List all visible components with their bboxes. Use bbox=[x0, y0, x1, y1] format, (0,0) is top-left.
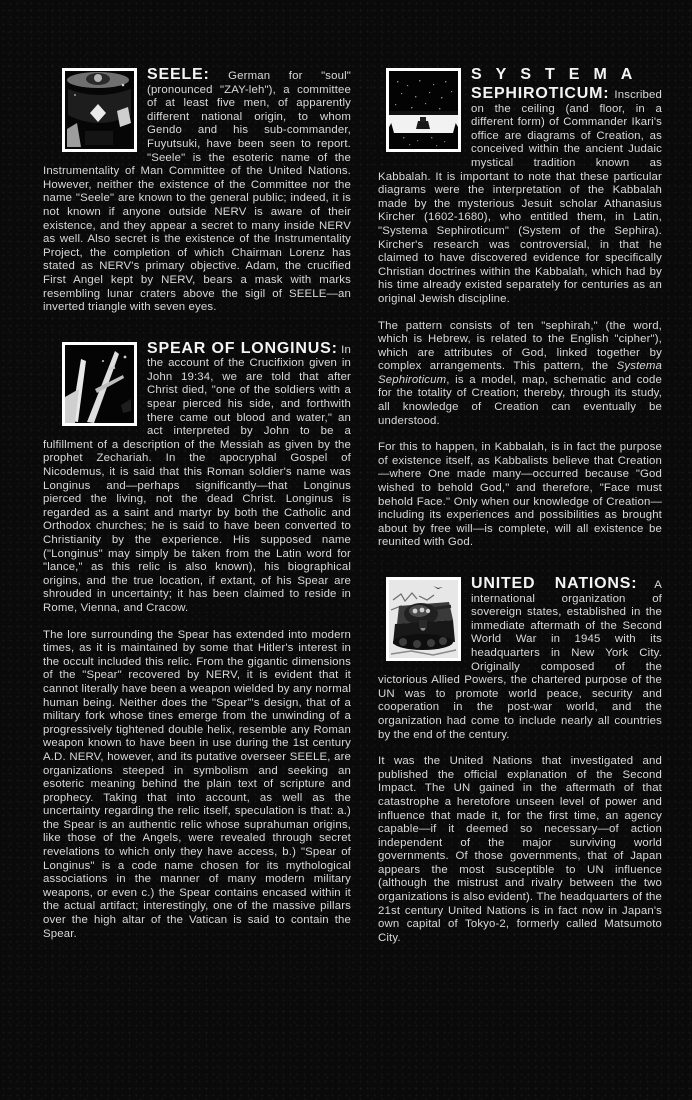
entry-first-paragraph bbox=[378, 66, 662, 307]
spear-of-longinus-photo bbox=[62, 342, 137, 426]
entry-spear-of-longinus bbox=[43, 340, 351, 942]
entry-heading: UNITED NATIONS: bbox=[471, 575, 638, 592]
entry-text: Inscribed on the ceiling (and floor, in a different form) of Commander Ikari's office are diagrams of Creation, as conceived within the ancient Judaic mystical tradition known as Kabbalah. It is important to note that these particular diagrams were the interpretation of the Kabbalah made by the mysterious Jesuit scholar Athanasius Kircher (1602-1680), who entitled them, in Latin, "Systema Sephiroticum" (System of the Sephira). Kircher's research was controversial, in that he claimed to have discovered evidence for specifically Christian doctrines within the Kabbalah, which had by his time already existed separately for centuries as an original Jewish discipline. bbox=[378, 89, 662, 305]
entry-first-paragraph bbox=[43, 66, 351, 315]
entry-text: In the account of the Crucifixion given in John 19:34, we are told that after Christ died, "one of the soldiers with a spear pierced his side, and forthwith there came out blood and water," an act interpreted by John to be a fulfillment of a description of the Messiah as given by the prophet Zechariah. In the apocryphal Gospel of Nicodemus, it is said that this Roman soldier's name was Longinus and—perhaps significantly—that Longinus pierced the living, not the dead Christ. Longinus is regarded as a saint and martyr by both the Catholic and Orthodox churches; he is said to have been converted to Christianity by the experience. His supposed name ("Longinus" may simply be taken from the Latin word for "lance," as this relic is also known), his biographical origins, and the true location, if extant, of his Spear are shrouded in uncertainty; it has been claimed to reside in Rome, Vienna, and Cracow. bbox=[43, 343, 351, 614]
entry-paragraph: For this to happen, in Kabbalah, is in fact the purpose of existence itself, as Kabbalists believe that Creation—where One made many—occurred because "God wished to behold God," and therefore, "Face must behold Face." Only when our knowledge of Creation—including its experiences and possibilities as brought about by free will—is complete, will all existence be reunited with God. bbox=[378, 441, 662, 549]
entry-first-paragraph bbox=[43, 340, 351, 616]
entry-text: The pattern consists of ten "sephirah," (the word, which is Hebrew, is related to the English "cipher"), which are attributes of God, linked together by complex arrangements. This pattern, the bbox=[378, 319, 662, 373]
entry-heading-line1: SYSTEMA bbox=[471, 66, 647, 83]
glossary-column-left bbox=[43, 66, 351, 966]
entry-paragraph bbox=[378, 320, 662, 429]
entry-text-italic: Systema Sephiroticum bbox=[378, 360, 662, 386]
entry-text: German for "soul" (pronounced "ZAY-leh"), a committee of at least five men, of apparently different national origin, to whom Gendo and his sub-commander, Fuyutsuki, have been seen to report. "Seele" is the esoteric name of the Instrumentality of Man Committee of the United Nations. However, neither the existence of the Committee nor the name "Seele" are known to the general public; indeed, it is not known if anyone outside NERV is aware of their existence, and they appear a secret to many inside NERV as well. Also secret is the existence of the Instrumentality Project, the completion of which Chairman Lorenz has stated as NERV's primary objective. Adam, the crucified First Angel kept by NERV, bears a mask with marks resembling lunar craters above the sigil of SEELE—an inverted triangle with seven eyes. bbox=[43, 70, 351, 314]
united-nations-photo bbox=[386, 577, 461, 661]
entry-systema-sephiroticum bbox=[378, 66, 662, 550]
seele-photo bbox=[62, 68, 137, 152]
entry-heading: SEELE: bbox=[147, 66, 210, 83]
systema-sephiroticum-photo bbox=[386, 68, 461, 152]
entry-paragraph: The lore surrounding the Spear has extended into modern times, as it is maintained by some that Hitler's interest in the occult included this relic. From the gigantic dimensions of the "Spear" recovered by NERV, it is evident that it cannot literally have been a weapon wielded by any normal human being. Neither does the "Spear"'s design, that of a military fork whose tines emerge from the unwinding of a progressively tightened double helix, resemble any Roman weapon known to have been in use during the 1st century A.D. NERV, however, and its putative overseer SEELE, are organizations steeped in symbolism and seeking an esoteric meaning behind the plain text of scripture and prophecy. Taking that into account, as well as the uncertainty regarding the relic itself, speculation is that: a.) the Spear is an authentic relic whose suprahuman origins, like those of the Angels, were revealed through secret revelations to which only they have access, b.) "Spear of Longinus" is a code name chosen for its mythological associations in the manner of many modern military weapons, or even c.) the Spear contains encased within it the actual artifact; interestingly, one of the massive pillars over the high altar of the Vatican is said to contain the Spear. bbox=[43, 628, 351, 940]
glossary-column-right bbox=[378, 66, 662, 970]
entry-heading: SPEAR OF LONGINUS: bbox=[147, 339, 338, 357]
entry-seele bbox=[43, 66, 351, 315]
entry-united-nations bbox=[378, 575, 662, 945]
entry-text: A international organization of sovereign states, established in the immediate aftermath of the Second World War in 1945 with its headquarters in New York City. Originally composed of the victorious Allied Powers, the chartered purpose of the UN was to promote world peace, security and cooperation in the post-war world, and the organization had come to include nearly all countries by the end of the century. bbox=[378, 579, 663, 741]
entry-first-paragraph bbox=[378, 575, 662, 742]
entry-text: , is a model, map, schematic and code for the totality of Creation; thereby, through its study, all knowledge of Creation can eventually be understood. bbox=[378, 373, 662, 427]
entry-paragraph: It was the United Nations that investigated and published the official explanation of the Second Impact. The UN gained in the aftermath of that catastrophe a heretofore unseen level of power and influence that made it, for the first time, an agency capable—if it deemed so necessary—of action independent of the major surviving world governments. Of those governments, that of Japan appears the most susceptible to UN influence (although the mistrust and rivalry between the two organizations is also evident). The headquarters of the 21st century United Nations is in fact now in Japan's own capital of Tokyo-2, formerly called Matsumoto City. bbox=[378, 755, 662, 944]
entry-heading-line2: SEPHIROTICUM: bbox=[471, 85, 610, 102]
